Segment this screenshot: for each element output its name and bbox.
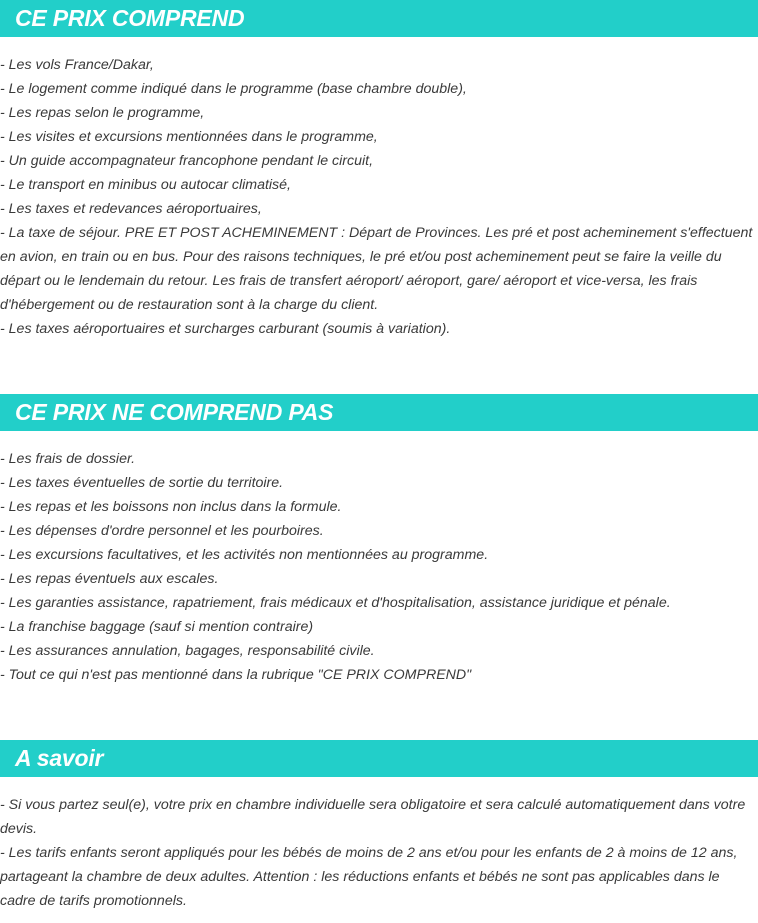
list-item: - Le logement comme indiqué dans le programme (base chambre double), [0,81,467,97]
section-spacer [0,687,758,740]
list-item: - Les repas et les boissons non inclus dans la formule. [0,499,342,515]
section-body [0,431,758,687]
list-item: - Les dépenses d'ordre personnel et les pourboires. [0,523,324,539]
list-item: - Tout ce qui n'est pas mentionné dans la rubrique "CE PRIX COMPREND" [0,667,472,683]
section-good-to-know [0,740,758,913]
list-item: - La taxe de séjour. PRE ET POST ACHEMINEMENT : Départ de Provinces. Les pré et post acheminement s'effectuent en avion, en train ou en bus. Pour des raisons techniques, le pré et/ou post acheminement peut se faire la veille du départ ou le lendemain du retour. Les frais de transfert aéroport/ aéroport, gare/ aéroport et vice-versa, les frais d'hébergement ou de restauration sont à la charge du client. [0,225,753,313]
list-item: - La franchise baggage (sauf si mention contraire) [0,619,314,635]
list-item: - Les repas selon le programme, [0,105,205,121]
section-title: CE PRIX COMPREND [15,5,245,31]
section-title: CE PRIX NE COMPREND PAS [15,399,334,425]
list-item: - Les repas éventuels aux escales. [0,571,219,587]
list-item: - Les taxes éventuelles de sortie du territoire. [0,475,284,491]
list-item: - Si vous partez seul(e), votre prix en chambre individuelle sera obligatoire et sera calculé automatiquement dans votre devis. [0,797,746,837]
section-header [0,394,758,431]
section-title: A savoir [15,745,104,771]
section-not-included [0,394,758,687]
list-item: - Un guide accompagnateur francophone pendant le circuit, [0,153,374,169]
section-body [0,37,758,341]
section-spacer [0,341,758,394]
section-header [0,0,758,37]
list-item: - Les garanties assistance, rapatriement, frais médicaux et d'hospitalisation, assistance juridique et pénale. [0,595,671,611]
list-item: - Le transport en minibus ou autocar climatisé, [0,177,291,193]
list-item: - Les frais de dossier. [0,451,136,467]
list-item: - Les assurances annulation, bagages, responsabilité civile. [0,643,375,659]
list-item: - Les visites et excursions mentionnées dans le programme, [0,129,378,145]
section-body [0,777,758,913]
list-item: - Les vols France/Dakar, [0,57,154,73]
list-item: - Les taxes aéroportuaires et surcharges carburant (soumis à variation). [0,321,451,337]
section-included [0,0,758,341]
list-item: - Les tarifs enfants seront appliqués pour les bébés de moins de 2 ans et/ou pour les enfants de 2 à moins de 12 ans, partageant la chambre de deux adultes. Attention : les réductions enfants et bébés ne sont pas applicables dans le cadre de tarifs promotionnels. [0,845,738,909]
section-header [0,740,758,777]
list-item: - Les excursions facultatives, et les activités non mentionnées au programme. [0,547,489,563]
list-item: - Les taxes et redevances aéroportuaires, [0,201,262,217]
